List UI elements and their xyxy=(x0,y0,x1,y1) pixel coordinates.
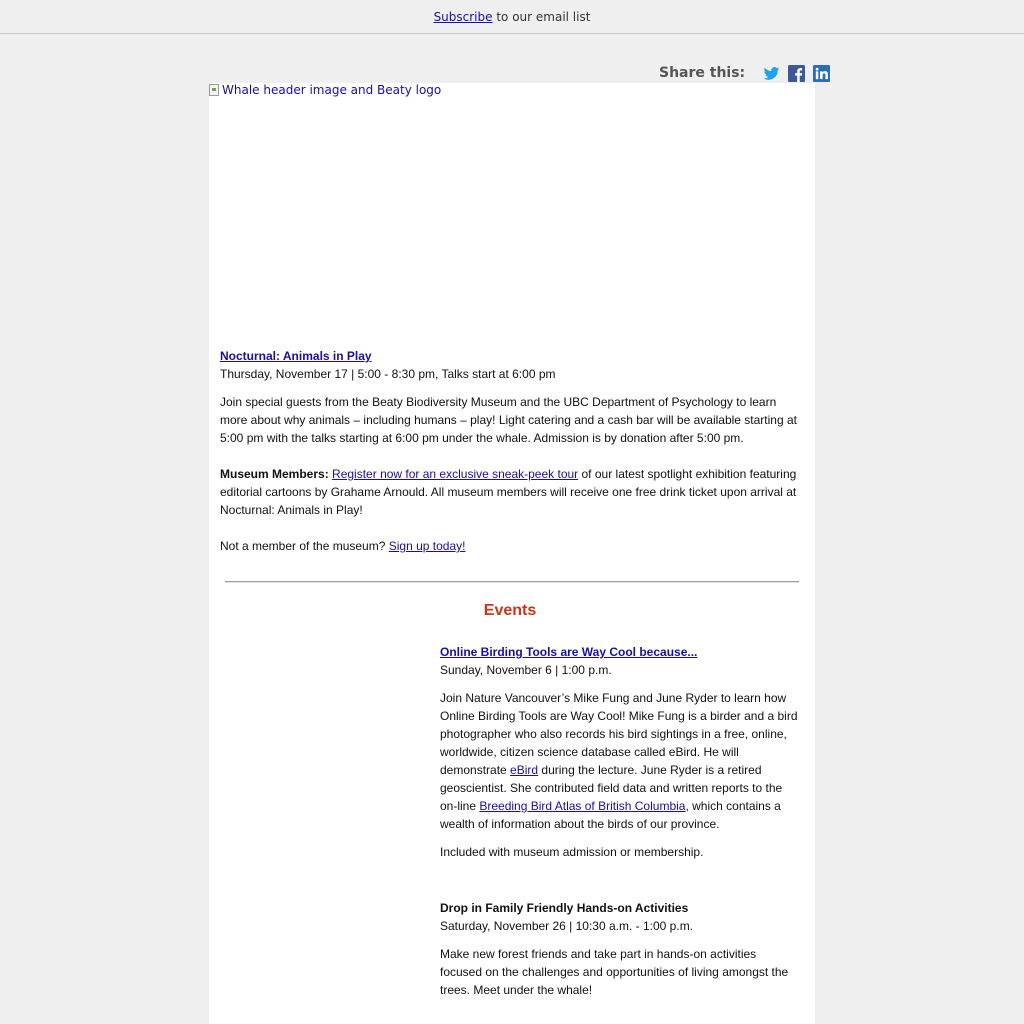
event-item xyxy=(440,643,800,861)
header-image xyxy=(209,83,815,333)
share-label: Share this: xyxy=(659,65,746,81)
event-date: Saturday, November 26 | 10:30 a.m. - 1:00 p.m. xyxy=(440,919,694,933)
event-description-text: Join Nature Vancouver’s Mike Fung and June Ryder to learn how Online Birding Tools are Way Cool! Mike Fung is a birder and a bird photographer who also records his bird sightings in a free, online, worldwide, citizen science database called eBird. He will demonstrate xyxy=(440,691,798,777)
newsletter-card xyxy=(209,83,815,1024)
members-text: of our latest spotlight exhibition featuring editorial cartoons by Grahame Arnould. All museum members will receive one free drink ticket upon arrival at Nocturnal: Animals in Play! xyxy=(220,467,797,517)
not-member-text: Not a member of the museum? xyxy=(220,539,389,553)
event-note: Included with museum admission or membership. xyxy=(440,845,704,859)
section-divider xyxy=(225,581,799,583)
event-date: Sunday, November 6 | 1:00 p.m. xyxy=(440,663,612,677)
subscribe-link[interactable]: Subscribe xyxy=(433,10,493,24)
twitter-icon[interactable] xyxy=(763,65,780,82)
main-event-section xyxy=(220,347,800,555)
header-image-alt-text: Whale header image and Beaty logo xyxy=(222,83,442,97)
register-tour-link[interactable]: Register now for an exclusive sneak-peek tour xyxy=(332,467,579,481)
subscribe-bar xyxy=(0,0,1024,34)
broken-image xyxy=(209,83,441,97)
event-title: Drop in Family Friendly Hands-on Activities xyxy=(440,901,689,915)
event-title-link[interactable]: Online Birding Tools are Way Cool because... xyxy=(440,645,698,659)
linkedin-icon[interactable] xyxy=(813,65,830,82)
event-item xyxy=(440,899,800,999)
subscribe-text: to our email list xyxy=(492,10,591,24)
not-member-paragraph xyxy=(220,537,800,555)
members-paragraph xyxy=(220,465,800,519)
event-description xyxy=(440,689,800,833)
members-label: Museum Members: xyxy=(220,467,329,481)
facebook-icon[interactable] xyxy=(788,65,805,82)
event-description-text: , which contains a wealth of information about the birds of our province. xyxy=(440,799,781,831)
event-description-text: during the lecture. June Ryder is a retired geoscientist. She contributed field data and written reports to the on-line xyxy=(440,763,783,813)
breeding-bird-atlas-link[interactable]: Breeding Bird Atlas of British Columbia xyxy=(479,799,686,813)
main-event-title-link[interactable]: Nocturnal: Animals in Play xyxy=(220,349,372,363)
signup-link[interactable]: Sign up today! xyxy=(388,539,466,553)
main-event-description: Join special guests from the Beaty Biodiversity Museum and the UBC Department of Psychology to learn more about why animals – including humans – play! Light catering and a cash bar will be available starting at 5:00 pm with the talks starting at 6:00 pm under the whale. Admission is by donation after 5:00 pm. xyxy=(220,395,797,445)
event-description: Make new forest friends and take part in hands-on activities focused on the challenges and opportunities of living amongst the trees. Meet under the whale! xyxy=(440,947,789,997)
broken-image-icon xyxy=(209,84,219,96)
events-list xyxy=(440,643,800,999)
events-heading: Events xyxy=(483,602,537,619)
ebird-link[interactable]: eBird xyxy=(510,763,539,777)
main-event-date: Thursday, November 17 | 5:00 - 8:30 pm, Talks start at 6:00 pm xyxy=(220,367,556,381)
